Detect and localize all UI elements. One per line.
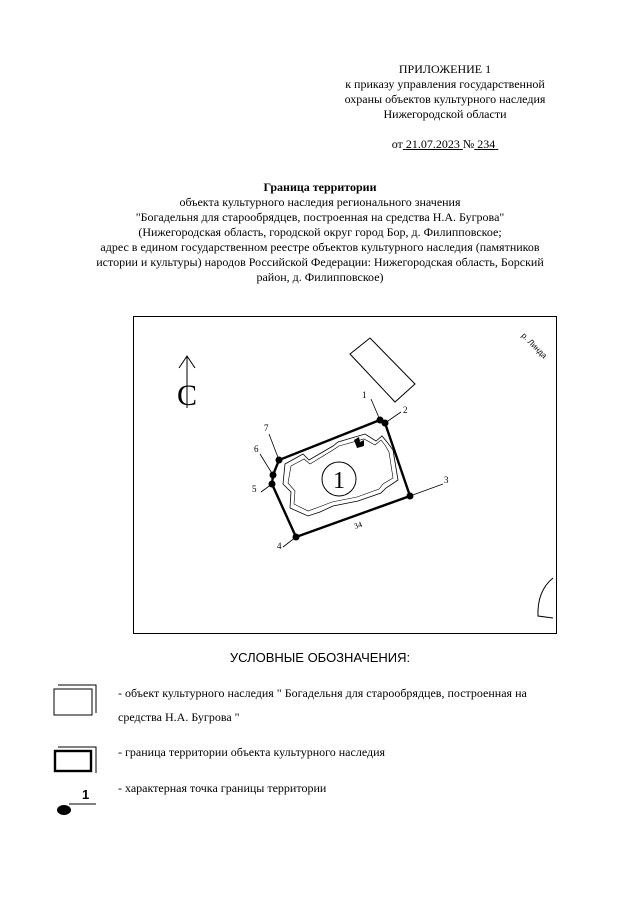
title-line-3: (Нижегородская область, городской округ город Бор, д. Филипповское; xyxy=(138,225,502,239)
header-line-3: Нижегородской области xyxy=(383,107,507,121)
boundary-point-legend-icon xyxy=(52,783,98,817)
title-line-1: объекта культурного наследия регионального значения xyxy=(179,195,461,209)
title-line-6: район, д. Филипповское) xyxy=(256,270,384,284)
title-line-5: истории и культуры) народов Российской Федерации: Нижегородская область, Борский xyxy=(96,255,544,269)
document-heading: Граница территории xyxy=(263,180,377,194)
point-label-6: 6 xyxy=(254,444,259,454)
date-prefix: от xyxy=(391,137,403,151)
point-label-4: 4 xyxy=(277,541,282,551)
appendix-title: ПРИЛОЖЕНИЕ 1 xyxy=(398,62,492,76)
territory-boundary-legend-icon xyxy=(52,745,98,775)
boundary-point-5 xyxy=(269,481,276,488)
object-number: 1 xyxy=(333,468,345,494)
legend-item-heritage-object: - объект культурного наследия " Богадельня для старообрядцев, построенная на xyxy=(118,686,527,700)
order-number: 234 xyxy=(477,137,496,151)
title-line-2: "Богадельня для старообрядцев, построенная на средства Н.А. Бугрова" xyxy=(135,210,505,224)
boundary-point-4 xyxy=(293,534,300,541)
boundary-point-3 xyxy=(407,493,414,500)
point-label-5: 5 xyxy=(252,484,257,494)
north-label: С xyxy=(176,379,198,412)
header-line-2: охраны объектов культурного наследия xyxy=(344,92,546,106)
point-label-2: 2 xyxy=(403,405,408,415)
heritage-object-legend-icon xyxy=(52,683,98,717)
title-line-4: адрес в едином государственном реестре объектов культурного наследия (памятников xyxy=(100,240,540,254)
point-sample-label: 1 xyxy=(82,787,90,802)
boundary-point-2 xyxy=(382,420,389,427)
river-label: р. Линда xyxy=(519,331,549,361)
point-label-3: 3 xyxy=(444,475,449,485)
order-date-line xyxy=(300,137,590,152)
legend-item-heritage-object-cont: средства Н.А. Бугрова " xyxy=(118,710,240,724)
territory-map xyxy=(133,316,557,634)
number-prefix: № xyxy=(462,137,475,151)
point-label-7: 7 xyxy=(264,423,269,433)
boundary-point-7 xyxy=(276,457,283,464)
boundary-point-6 xyxy=(270,472,277,479)
segment-label: 34 xyxy=(352,519,364,531)
legend-item-point: - характерная точка границы территории xyxy=(118,781,327,795)
point-label-1: 1 xyxy=(362,390,367,400)
legend-title: УСЛОВНЫЕ ОБОЗНАЧЕНИЯ: xyxy=(229,650,411,665)
legend-item-boundary: - граница территории объекта культурного наследия xyxy=(118,745,386,759)
header-line-1: к приказу управления государственной xyxy=(345,77,545,91)
order-date: 21.07.2023 xyxy=(405,137,460,151)
